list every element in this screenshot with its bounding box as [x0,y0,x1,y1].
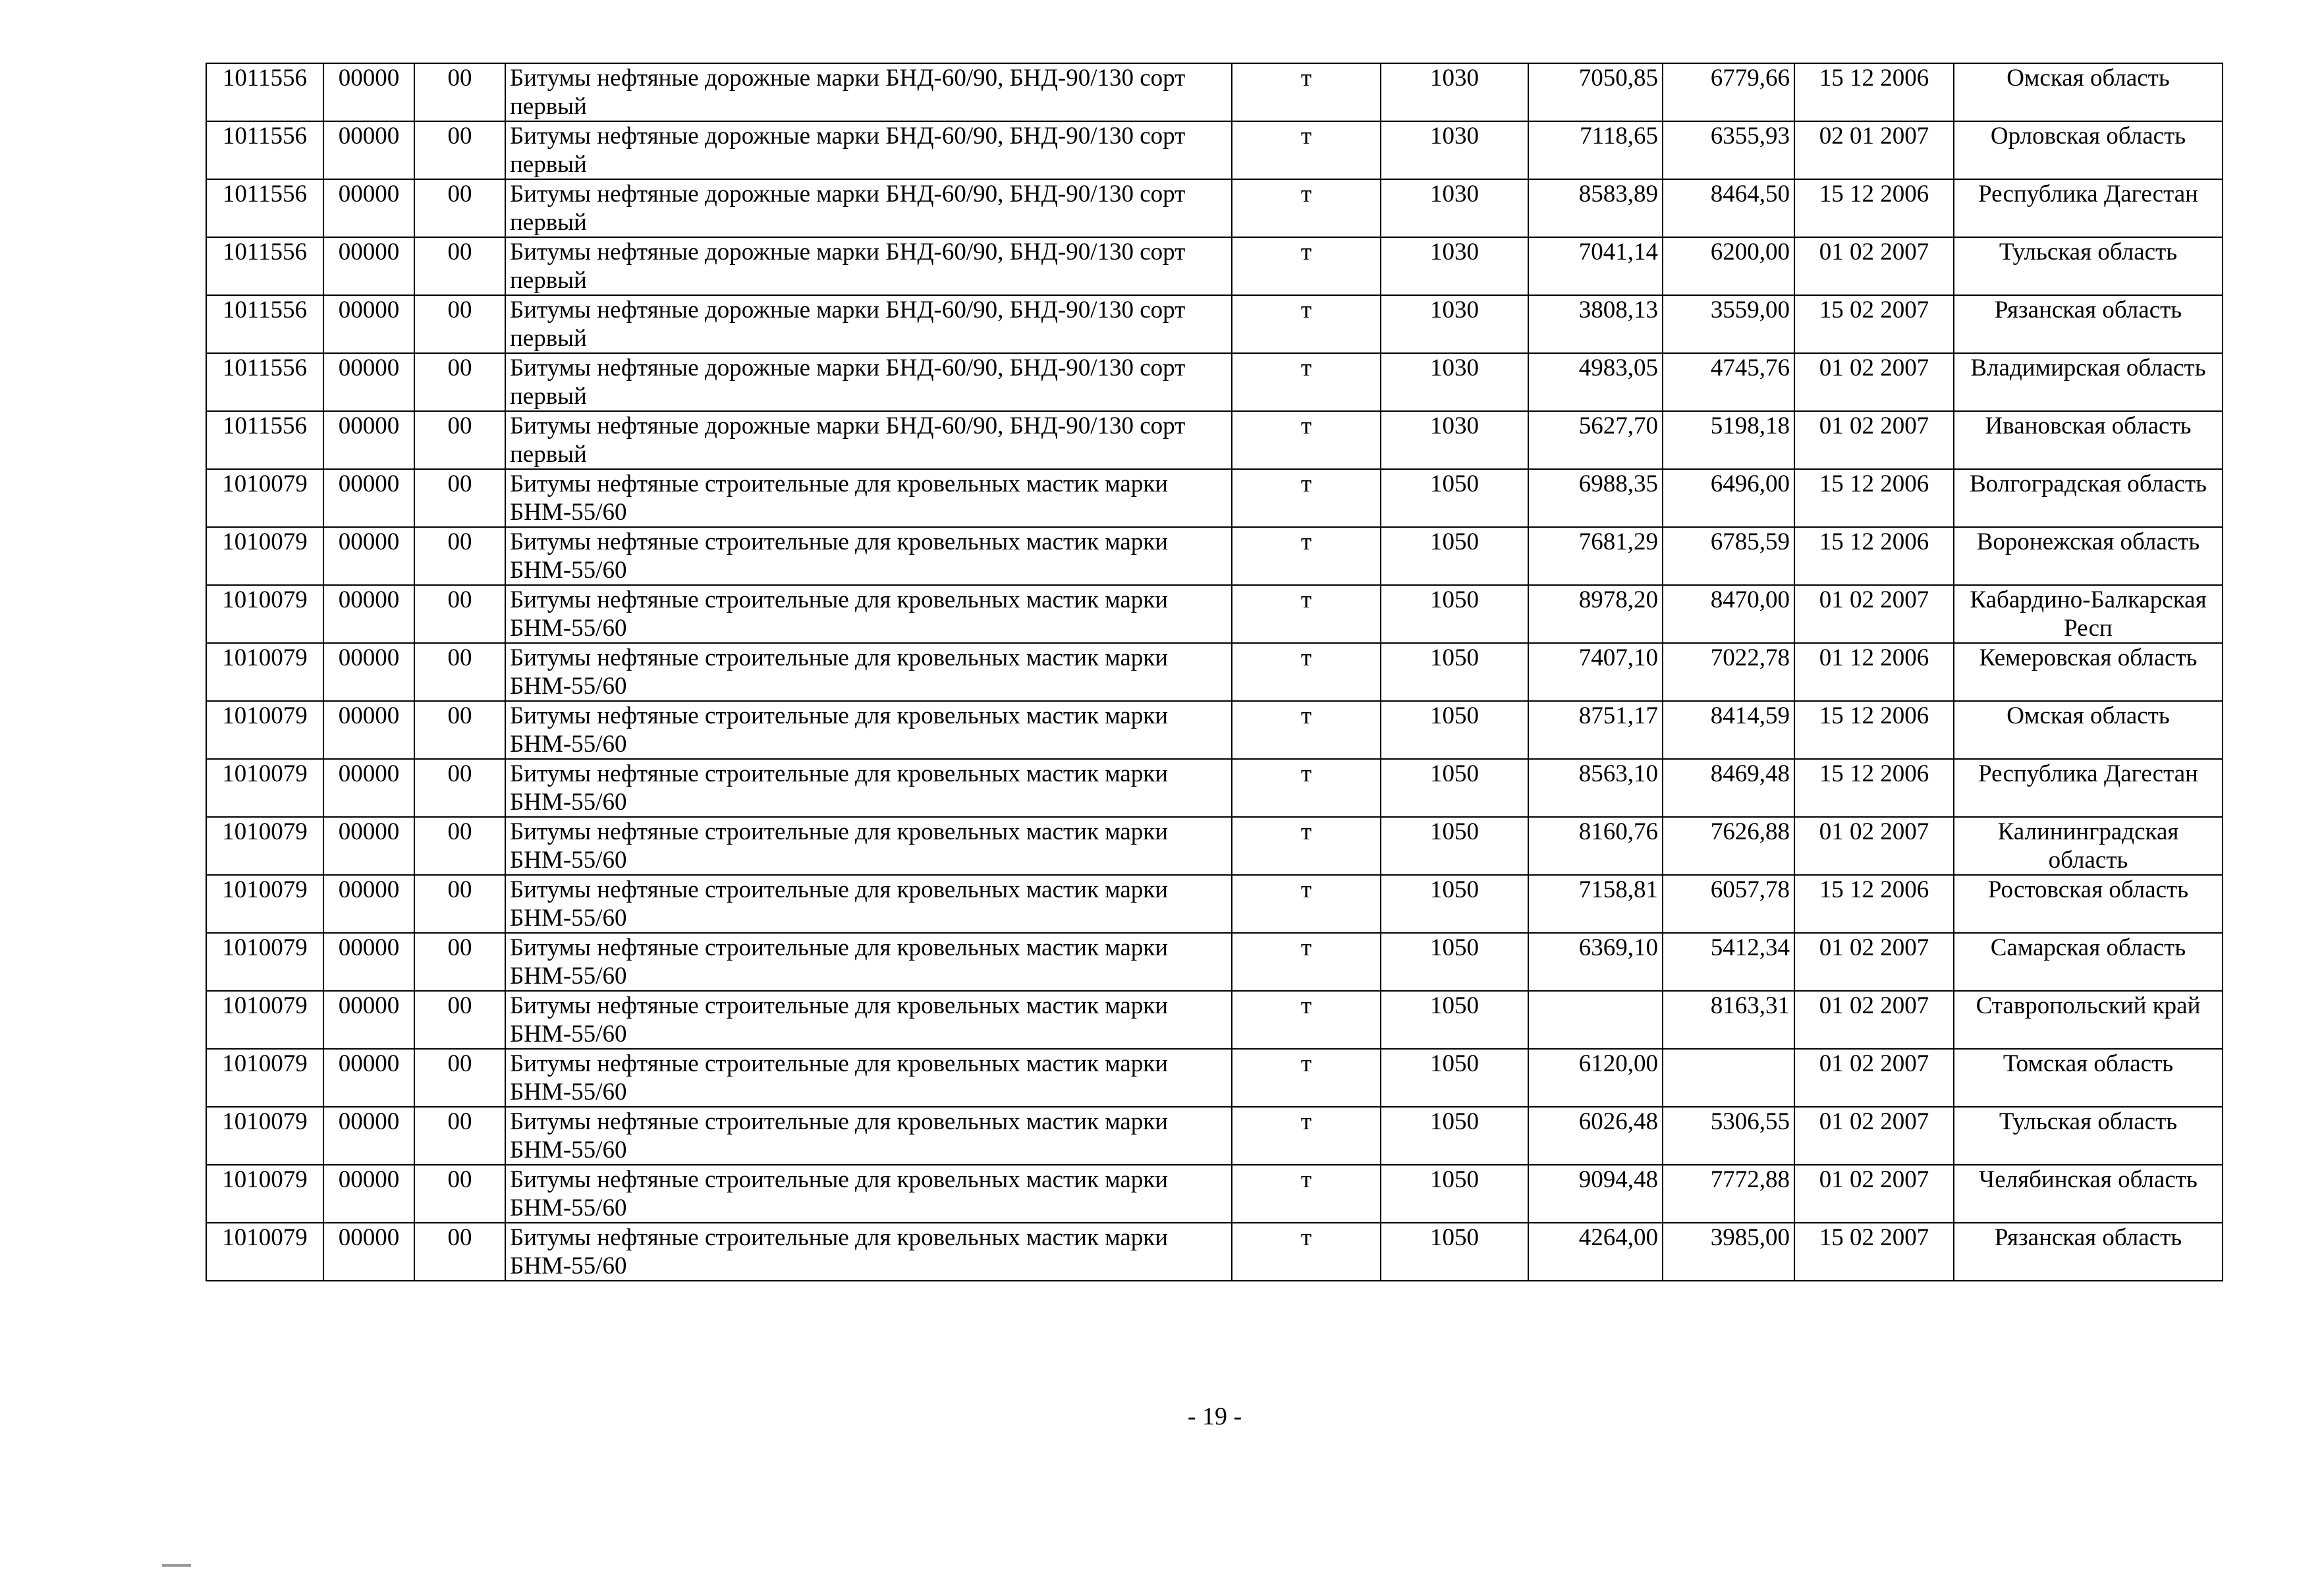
unit-cell: т [1232,237,1381,295]
price-cell: 3559,00 [1663,295,1794,353]
unit-cell: т [1232,875,1381,933]
date-cell: 01 02 2007 [1794,991,1954,1049]
subcode-cell: 00000 [323,121,414,179]
product-code-cell: 1010079 [206,1165,323,1223]
region-cell: Калининградская область [1954,817,2223,875]
subcode-cell: 00000 [323,1223,414,1281]
unit-cell: т [1232,1049,1381,1107]
date-cell: 15 12 2006 [1794,179,1954,237]
product-name-cell: Битумы нефтяные дорожные марки БНД-60/90, БНД-90/130 сорт первый [505,295,1232,353]
unit-code-cell: 1030 [1381,121,1528,179]
unit-code-cell: 1030 [1381,411,1528,469]
subcode-cell: 00000 [323,933,414,991]
date-cell: 01 02 2007 [1794,817,1954,875]
table-row [206,991,2223,1049]
product-code-cell: 1010079 [206,933,323,991]
unit-cell: т [1232,1107,1381,1165]
date-cell: 01 02 2007 [1794,1049,1954,1107]
region-cell: Ставропольский край [1954,991,2223,1049]
price-with-vat-cell: 8160,76 [1528,817,1663,875]
table-row [206,817,2223,875]
product-name-cell: Битумы нефтяные дорожные марки БНД-60/90, БНД-90/130 сорт первый [505,63,1232,121]
date-cell: 15 02 2007 [1794,1223,1954,1281]
subcode-cell: 00000 [323,63,414,121]
region-cell: Тульская область [1954,1107,2223,1165]
unit-code-cell: 1050 [1381,643,1528,701]
product-code-cell: 1010079 [206,991,323,1049]
price-with-vat-cell: 6026,48 [1528,1107,1663,1165]
price-cell: 8414,59 [1663,701,1794,759]
unit-cell: т [1232,759,1381,817]
region-cell: Ростовская область [1954,875,2223,933]
variant-code-cell: 00 [414,1223,505,1281]
region-cell: Владимирская область [1954,353,2223,411]
subcode-cell: 00000 [323,1165,414,1223]
region-cell: Воронежская область [1954,527,2223,585]
product-name-cell: Битумы нефтяные строительные для кровельных мастик марки БНМ-55/60 [505,643,1232,701]
variant-code-cell: 00 [414,411,505,469]
product-name-cell: Битумы нефтяные дорожные марки БНД-60/90, БНД-90/130 сорт первый [505,179,1232,237]
region-cell: Челябинская область [1954,1165,2223,1223]
unit-cell: т [1232,411,1381,469]
unit-cell: т [1232,353,1381,411]
product-code-cell: 1011556 [206,295,323,353]
variant-code-cell: 00 [414,585,505,643]
price-with-vat-cell: 4264,00 [1528,1223,1663,1281]
subcode-cell: 00000 [323,759,414,817]
region-cell: Томская область [1954,1049,2223,1107]
unit-code-cell: 1030 [1381,237,1528,295]
date-cell: 15 12 2006 [1794,875,1954,933]
product-name-cell: Битумы нефтяные дорожные марки БНД-60/90, БНД-90/130 сорт первый [505,237,1232,295]
unit-code-cell: 1050 [1381,875,1528,933]
table-row [206,1049,2223,1107]
variant-code-cell: 00 [414,701,505,759]
product-name-cell: Битумы нефтяные строительные для кровельных мастик марки БНМ-55/60 [505,933,1232,991]
region-cell: Кемеровская область [1954,643,2223,701]
table-row [206,179,2223,237]
variant-code-cell: 00 [414,1049,505,1107]
price-cell: 5198,18 [1663,411,1794,469]
unit-code-cell: 1030 [1381,179,1528,237]
region-cell: Омская область [1954,63,2223,121]
date-cell: 02 01 2007 [1794,121,1954,179]
price-cell: 8469,48 [1663,759,1794,817]
unit-code-cell: 1050 [1381,1165,1528,1223]
unit-code-cell: 1030 [1381,353,1528,411]
price-cell [1663,1049,1794,1107]
table-row [206,1223,2223,1281]
product-name-cell: Битумы нефтяные строительные для кровельных мастик марки БНМ-55/60 [505,1107,1232,1165]
unit-cell: т [1232,469,1381,527]
product-name-cell: Битумы нефтяные строительные для кровельных мастик марки БНМ-55/60 [505,1223,1232,1281]
region-cell: Республика Дагестан [1954,179,2223,237]
price-cell: 6785,59 [1663,527,1794,585]
variant-code-cell: 00 [414,817,505,875]
product-code-cell: 1011556 [206,353,323,411]
product-code-cell: 1010079 [206,585,323,643]
table-row [206,701,2223,759]
table-row [206,1165,2223,1223]
table-row [206,121,2223,179]
table-row [206,295,2223,353]
variant-code-cell: 00 [414,469,505,527]
subcode-cell: 00000 [323,295,414,353]
date-cell: 01 02 2007 [1794,933,1954,991]
price-with-vat-cell: 7118,65 [1528,121,1663,179]
unit-code-cell: 1050 [1381,991,1528,1049]
product-code-cell: 1011556 [206,63,323,121]
price-with-vat-cell: 8978,20 [1528,585,1663,643]
price-cell: 3985,00 [1663,1223,1794,1281]
unit-cell: т [1232,1223,1381,1281]
table-row [206,585,2223,643]
table-row [206,469,2223,527]
unit-code-cell: 1050 [1381,933,1528,991]
table-row [206,527,2223,585]
product-code-cell: 1010079 [206,701,323,759]
unit-code-cell: 1050 [1381,1049,1528,1107]
date-cell: 01 12 2006 [1794,643,1954,701]
product-name-cell: Битумы нефтяные строительные для кровельных мастик марки БНМ-55/60 [505,991,1232,1049]
unit-code-cell: 1050 [1381,1107,1528,1165]
unit-code-cell: 1050 [1381,527,1528,585]
price-with-vat-cell: 7041,14 [1528,237,1663,295]
variant-code-cell: 00 [414,991,505,1049]
subcode-cell: 00000 [323,1107,414,1165]
product-name-cell: Битумы нефтяные дорожные марки БНД-60/90, БНД-90/130 сорт первый [505,121,1232,179]
unit-code-cell: 1050 [1381,585,1528,643]
price-cell: 5306,55 [1663,1107,1794,1165]
price-cell: 8464,50 [1663,179,1794,237]
product-code-cell: 1010079 [206,527,323,585]
table-row [206,933,2223,991]
variant-code-cell: 00 [414,295,505,353]
subcode-cell: 00000 [323,353,414,411]
variant-code-cell: 00 [414,643,505,701]
date-cell: 15 12 2006 [1794,63,1954,121]
product-code-cell: 1010079 [206,875,323,933]
date-cell: 01 02 2007 [1794,353,1954,411]
unit-cell: т [1232,991,1381,1049]
subcode-cell: 00000 [323,643,414,701]
product-code-cell: 1011556 [206,121,323,179]
product-name-cell: Битумы нефтяные строительные для кровельных мастик марки БНМ-55/60 [505,1049,1232,1107]
product-code-cell: 1010079 [206,1049,323,1107]
price-with-vat-cell: 4983,05 [1528,353,1663,411]
variant-code-cell: 00 [414,179,505,237]
page-number: - 19 - [1187,1403,1242,1430]
table-row [206,875,2223,933]
subcode-cell: 00000 [323,527,414,585]
table-body [206,63,2223,1281]
price-with-vat-cell: 8563,10 [1528,759,1663,817]
variant-code-cell: 00 [414,353,505,411]
product-code-cell: 1010079 [206,759,323,817]
date-cell: 15 12 2006 [1794,527,1954,585]
price-cell: 8470,00 [1663,585,1794,643]
price-with-vat-cell: 6369,10 [1528,933,1663,991]
product-code-cell: 1011556 [206,411,323,469]
unit-code-cell: 1050 [1381,469,1528,527]
table-row [206,1107,2223,1165]
price-cell: 8163,31 [1663,991,1794,1049]
price-with-vat-cell [1528,991,1663,1049]
price-with-vat-cell: 6988,35 [1528,469,1663,527]
price-with-vat-cell: 9094,48 [1528,1165,1663,1223]
table-row [206,759,2223,817]
price-with-vat-cell: 8583,89 [1528,179,1663,237]
subcode-cell: 00000 [323,469,414,527]
region-cell: Кабардино-Балкарская Респ [1954,585,2223,643]
region-cell: Омская область [1954,701,2223,759]
unit-cell: т [1232,295,1381,353]
product-name-cell: Битумы нефтяные строительные для кровельных мастик марки БНМ-55/60 [505,817,1232,875]
price-cell: 6355,93 [1663,121,1794,179]
unit-cell: т [1232,933,1381,991]
product-name-cell: Битумы нефтяные строительные для кровельных мастик марки БНМ-55/60 [505,701,1232,759]
product-name-cell: Битумы нефтяные строительные для кровельных мастик марки БНМ-55/60 [505,1165,1232,1223]
region-cell: Рязанская область [1954,1223,2223,1281]
region-cell: Тульская область [1954,237,2223,295]
unit-cell: т [1232,701,1381,759]
product-code-cell: 1011556 [206,237,323,295]
date-cell: 15 12 2006 [1794,469,1954,527]
unit-cell: т [1232,585,1381,643]
price-with-vat-cell: 5627,70 [1528,411,1663,469]
product-code-cell: 1010079 [206,469,323,527]
region-cell: Рязанская область [1954,295,2223,353]
price-with-vat-cell: 7681,29 [1528,527,1663,585]
price-cell: 7022,78 [1663,643,1794,701]
date-cell: 01 02 2007 [1794,585,1954,643]
region-cell: Орловская область [1954,121,2223,179]
table-row [206,643,2223,701]
subcode-cell: 00000 [323,991,414,1049]
price-cell: 6779,66 [1663,63,1794,121]
date-cell: 01 02 2007 [1794,411,1954,469]
subcode-cell: 00000 [323,817,414,875]
unit-code-cell: 1050 [1381,701,1528,759]
product-code-cell: 1010079 [206,643,323,701]
date-cell: 01 02 2007 [1794,1165,1954,1223]
date-cell: 15 12 2006 [1794,701,1954,759]
date-cell: 15 12 2006 [1794,759,1954,817]
table-row [206,353,2223,411]
region-cell: Волгоградская область [1954,469,2223,527]
unit-cell: т [1232,527,1381,585]
unit-cell: т [1232,121,1381,179]
product-name-cell: Битумы нефтяные дорожные марки БНД-60/90, БНД-90/130 сорт первый [505,411,1232,469]
product-name-cell: Битумы нефтяные строительные для кровельных мастик марки БНМ-55/60 [505,527,1232,585]
product-name-cell: Битумы нефтяные строительные для кровельных мастик марки БНМ-55/60 [505,585,1232,643]
subcode-cell: 00000 [323,411,414,469]
product-code-cell: 1010079 [206,1107,323,1165]
scan-artifact-mark [162,1564,191,1567]
date-cell: 01 02 2007 [1794,237,1954,295]
unit-code-cell: 1050 [1381,1223,1528,1281]
product-code-cell: 1010079 [206,817,323,875]
unit-cell: т [1232,179,1381,237]
price-with-vat-cell: 7407,10 [1528,643,1663,701]
product-name-cell: Битумы нефтяные строительные для кровельных мастик марки БНМ-55/60 [505,875,1232,933]
product-code-cell: 1011556 [206,179,323,237]
product-name-cell: Битумы нефтяные строительные для кровельных мастик марки БНМ-55/60 [505,469,1232,527]
subcode-cell: 00000 [323,875,414,933]
price-table [206,63,2223,1281]
subcode-cell: 00000 [323,179,414,237]
table-row [206,411,2223,469]
price-with-vat-cell: 6120,00 [1528,1049,1663,1107]
region-cell: Самарская область [1954,933,2223,991]
price-cell: 4745,76 [1663,353,1794,411]
date-cell: 01 02 2007 [1794,1107,1954,1165]
price-cell: 6057,78 [1663,875,1794,933]
variant-code-cell: 00 [414,1165,505,1223]
subcode-cell: 00000 [323,237,414,295]
price-cell: 6496,00 [1663,469,1794,527]
unit-code-cell: 1030 [1381,63,1528,121]
price-with-vat-cell: 7158,81 [1528,875,1663,933]
table-row [206,63,2223,121]
variant-code-cell: 00 [414,1107,505,1165]
price-cell: 7626,88 [1663,817,1794,875]
unit-code-cell: 1050 [1381,759,1528,817]
product-code-cell: 1010079 [206,1223,323,1281]
price-cell: 7772,88 [1663,1165,1794,1223]
variant-code-cell: 00 [414,759,505,817]
price-with-vat-cell: 8751,17 [1528,701,1663,759]
region-cell: Ивановская область [1954,411,2223,469]
variant-code-cell: 00 [414,237,505,295]
product-name-cell: Битумы нефтяные строительные для кровельных мастик марки БНМ-55/60 [505,759,1232,817]
unit-cell: т [1232,817,1381,875]
price-cell: 6200,00 [1663,237,1794,295]
unit-cell: т [1232,63,1381,121]
unit-code-cell: 1030 [1381,295,1528,353]
table-row [206,237,2223,295]
product-name-cell: Битумы нефтяные дорожные марки БНД-60/90, БНД-90/130 сорт первый [505,353,1232,411]
price-with-vat-cell: 3808,13 [1528,295,1663,353]
unit-cell: т [1232,1165,1381,1223]
subcode-cell: 00000 [323,585,414,643]
price-cell: 5412,34 [1663,933,1794,991]
subcode-cell: 00000 [323,1049,414,1107]
date-cell: 15 02 2007 [1794,295,1954,353]
price-with-vat-cell: 7050,85 [1528,63,1663,121]
variant-code-cell: 00 [414,527,505,585]
variant-code-cell: 00 [414,63,505,121]
variant-code-cell: 00 [414,121,505,179]
subcode-cell: 00000 [323,701,414,759]
region-cell: Республика Дагестан [1954,759,2223,817]
variant-code-cell: 00 [414,933,505,991]
unit-cell: т [1232,643,1381,701]
variant-code-cell: 00 [414,875,505,933]
unit-code-cell: 1050 [1381,817,1528,875]
